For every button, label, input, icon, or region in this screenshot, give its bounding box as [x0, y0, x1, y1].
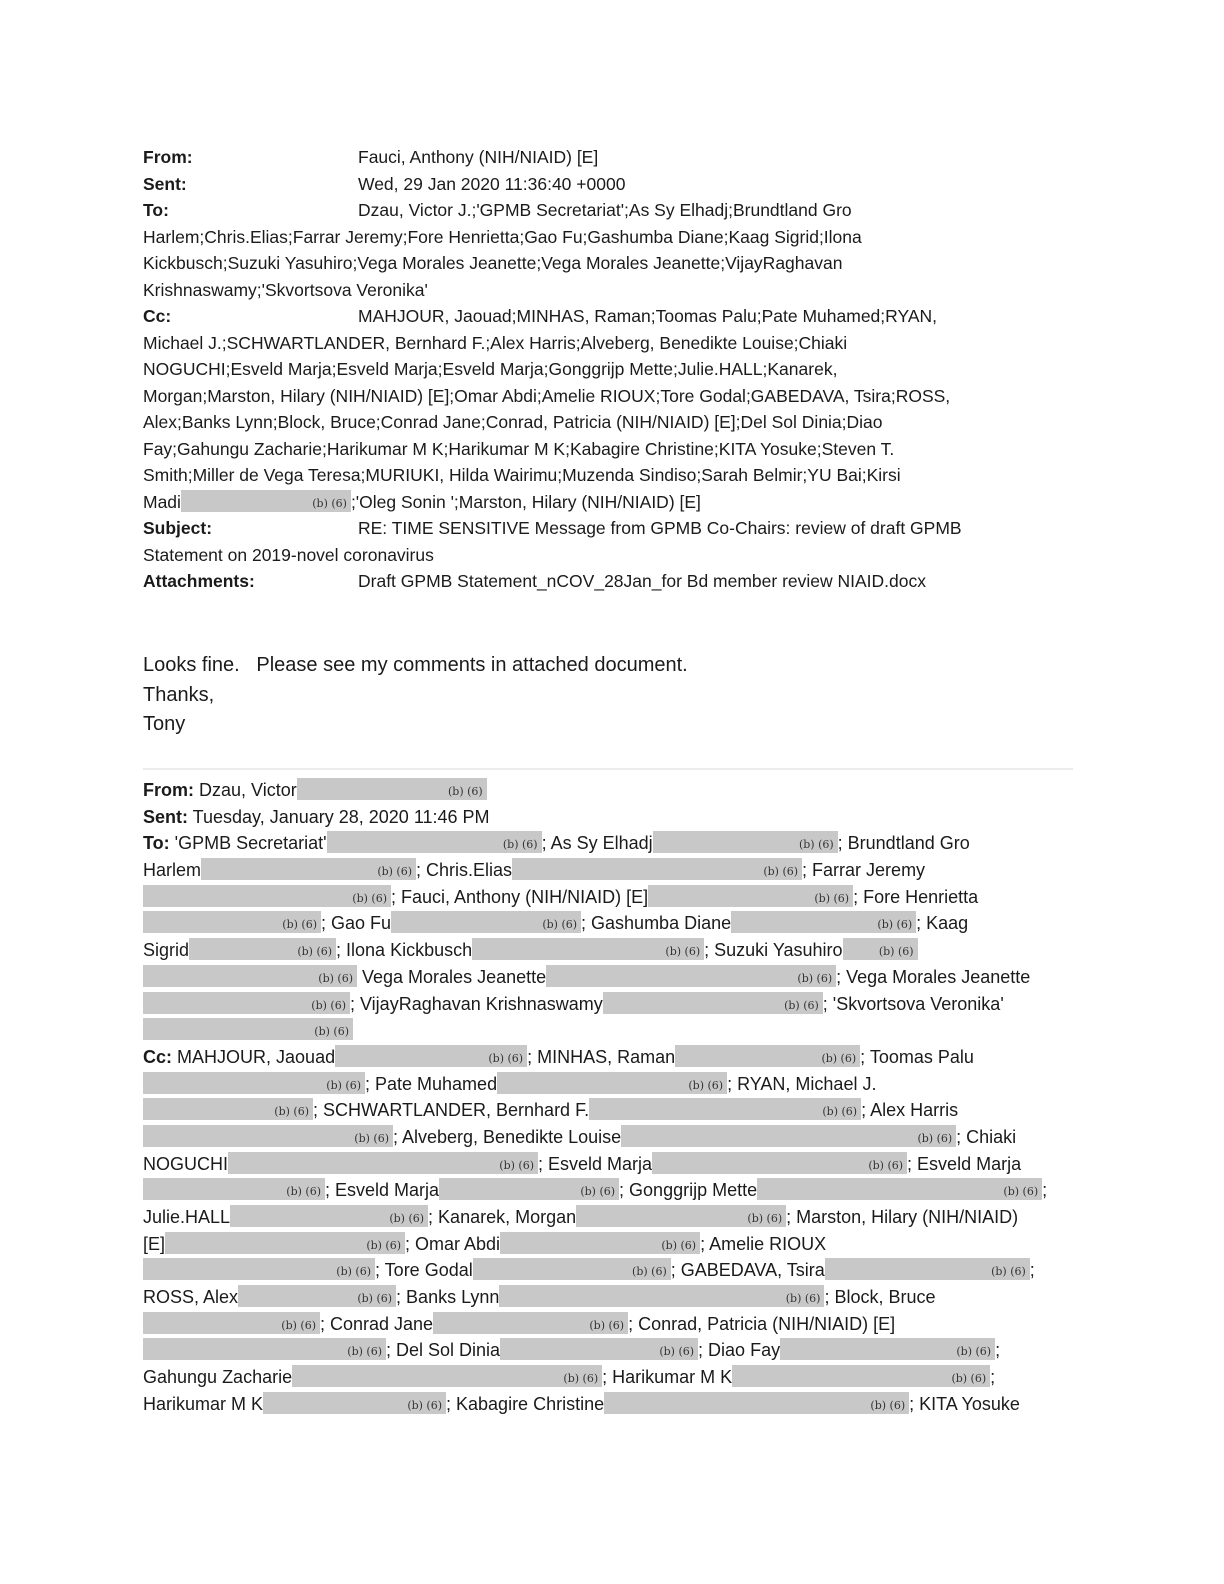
recipient-text: ; Del Sol Dinia: [386, 1340, 501, 1361]
recipient-text: ; Gonggrijp Mette: [619, 1180, 758, 1201]
recipient-text: ; Brundtland Gro: [837, 833, 970, 854]
fwd-recipient-line: [143, 1337, 1073, 1364]
redaction-tag: (b) (6): [407, 1398, 443, 1412]
recipient-text: ; Alex Harris: [861, 1100, 959, 1121]
redaction-box: [546, 965, 836, 987]
fwd-recipient-line: [143, 1284, 1073, 1311]
cc-line: Alex;Banks Lynn;Block, Bruce;Conrad Jane;Conrad, Patricia (NIH/NIAID) [E];Del Sol Dinia;Diao: [143, 412, 883, 432]
redaction-tag: (b) (6): [798, 838, 834, 852]
redaction-box: [472, 938, 704, 960]
recipient-text: [E]: [143, 1233, 166, 1254]
redaction-box: [621, 1125, 956, 1147]
redaction-tag: (b) (6): [377, 865, 413, 879]
redaction-tag: (b) (6): [956, 1345, 992, 1359]
redaction-tag: (b) (6): [659, 1345, 695, 1359]
recipient-text: ; Alveberg, Benedikte Louise: [393, 1126, 622, 1147]
redaction-box: [143, 992, 350, 1014]
redaction-tag: (b) (6): [281, 1318, 316, 1332]
redaction-box: [499, 1285, 824, 1307]
redaction-box: [297, 778, 487, 800]
recipient-text: ; Fauci, Anthony (NIH/NIAID) [E]: [391, 886, 649, 907]
redaction-box: [576, 1205, 786, 1227]
recipient-text: ; Esveld Marja: [325, 1180, 440, 1201]
redaction-tag: (b) (6): [688, 1078, 724, 1092]
redaction-box: [238, 1285, 396, 1307]
redaction-tag: (b) (6): [785, 1292, 821, 1306]
redaction-box: [780, 1338, 995, 1360]
redaction-tag: (b) (6): [763, 865, 799, 879]
fwd-recipient-line: [143, 857, 1073, 884]
redaction-tag: (b) (6): [499, 1158, 534, 1172]
header-sent-row: [143, 171, 1073, 198]
redaction-box: [500, 1338, 698, 1360]
sent-label: Sent:: [143, 173, 187, 194]
recipient-text: ; Harikumar M K: [602, 1367, 733, 1388]
to-line: Kickbusch;Suzuki Yasuhiro;Vega Morales Jeanette;Vega Morales Jeanette;VijayRaghavan: [143, 253, 843, 273]
subject-line: RE: TIME SENSITIVE Message from GPMB Co-Chairs: review of draft GPMB: [358, 518, 962, 538]
redaction-box: [143, 1072, 365, 1094]
from-value: Fauci, Anthony (NIH/NIAID) [E]: [358, 147, 599, 167]
fwd-recipient-line: [143, 1204, 1073, 1231]
fwd-recipient-line: [143, 937, 1073, 964]
redaction-box: [181, 490, 351, 512]
redaction-box: [143, 911, 321, 933]
recipient-text: ; MINHAS, Raman: [527, 1046, 676, 1067]
redaction-tag: (b) (6): [991, 1265, 1026, 1279]
fwd-to-label: To:: [143, 833, 170, 854]
recipient-text: ; Toomas Palu: [860, 1046, 974, 1067]
cc-last-suffix: ;'Oleg Sonin ';Marston, Hilary (NIH/NIAID) [E]: [350, 491, 701, 512]
recipient-text: ; As Sy Elhadj: [541, 833, 653, 854]
redaction-tag: (b) (6): [448, 785, 483, 798]
redaction-box: [143, 885, 391, 907]
redaction-tag: (b) (6): [665, 945, 701, 959]
redaction-box: [335, 1045, 527, 1067]
header-subject-row: [143, 515, 1073, 542]
recipient-text: ; RYAN, Michael J.: [727, 1073, 877, 1094]
recipient-text: Sigrid: [143, 940, 190, 961]
redaction-box: [228, 1152, 538, 1174]
redaction-tag: (b) (6): [797, 971, 833, 985]
cc-line: Fay;Gahungu Zacharie;Harikumar M K;Harikumar M K;Kabagire Christine;KITA Yosuke;Steven T.: [143, 438, 895, 459]
recipient-text: ; Chiaki: [956, 1126, 1017, 1147]
fwd-recipient-line: [143, 964, 1073, 991]
redaction-tag: (b) (6): [747, 1212, 783, 1225]
to-label: To:: [143, 200, 169, 220]
fwd-recipient-line: [143, 1097, 1073, 1124]
fwd-recipient-line: [143, 1391, 1073, 1418]
redaction-tag: (b) (6): [917, 1131, 953, 1145]
redaction-box: [757, 1178, 1042, 1200]
redaction-tag: (b) (6): [312, 496, 347, 510]
redaction-tag: (b) (6): [336, 1265, 371, 1279]
recipient-text: ; Suzuki Yasuhiro: [704, 940, 843, 961]
redaction-box: [201, 858, 416, 880]
recipient-text: ; GABEDAVA, Tsira: [670, 1260, 825, 1281]
recipient-text: ; Pate Muhamed: [365, 1073, 498, 1094]
recipient-text: ; Esveld Marja: [907, 1153, 1022, 1174]
redaction-box: [143, 1018, 353, 1040]
fwd-recipient-line: [143, 1231, 1073, 1258]
redaction-box: [143, 1258, 375, 1280]
redaction-box: [433, 1312, 628, 1334]
redaction-box: [143, 1312, 320, 1334]
fwd-from-value: Dzau, Victor: [194, 780, 297, 800]
redaction-tag: (b) (6): [563, 1372, 599, 1386]
from-label: From:: [143, 147, 193, 167]
recipient-text: ; SCHWARTLANDER, Bernhard F.: [313, 1100, 590, 1121]
redaction-tag: (b) (6): [951, 1372, 987, 1386]
recipient-text: Julie.HALL: [143, 1207, 231, 1227]
redaction-tag: (b) (6): [286, 1185, 321, 1199]
recipient-text: ; Conrad, Patricia (NIH/NIAID) [E]: [628, 1313, 896, 1334]
recipient-text: ; Farrar Jeremy: [802, 860, 926, 881]
cc-line: MAHJOUR, Jaouad;MINHAS, Raman;Toomas Palu;Pate Muhamed;RYAN,: [358, 306, 938, 326]
recipient-text: ; Kabagire Christine: [446, 1393, 605, 1414]
redaction-tag: (b) (6): [297, 945, 333, 959]
fwd-recipient-line: [143, 991, 1073, 1018]
redaction-tag: (b) (6): [877, 918, 913, 932]
redaction-box: [843, 938, 918, 960]
redaction-tag: (b) (6): [314, 1025, 349, 1039]
redaction-box: [497, 1072, 727, 1094]
fwd-recipient-line: [143, 884, 1073, 911]
redaction-box: [653, 831, 838, 853]
recipient-text: Vega Morales Jeanette: [357, 966, 547, 987]
redaction-tag: (b) (6): [542, 918, 578, 932]
redaction-box: [439, 1178, 619, 1200]
redaction-box: [327, 831, 542, 853]
redaction-box: [165, 1232, 405, 1254]
fwd-recipient-line: [143, 1177, 1073, 1204]
redaction-box: [292, 1365, 602, 1387]
cc-line: Morgan;Marston, Hilary (NIH/NIAID) [E];Omar Abdi;Amelie RIOUX;Tore Godal;GABEDAVA, Tsira;ROSS,: [143, 385, 951, 406]
redaction-box: [189, 938, 336, 960]
redaction-tag: (b) (6): [326, 1078, 361, 1092]
cc-line: NOGUCHI;Esveld Marja;Esveld Marja;Esveld Marja;Gonggrijp Mette;Julie.HALL;Kanarek,: [143, 359, 838, 379]
fwd-recipient-line: [143, 1311, 1073, 1338]
recipient-text: ;: [995, 1340, 1001, 1361]
subject-label: Subject:: [143, 518, 213, 538]
recipient-text: ; Esveld Marja: [538, 1153, 653, 1174]
redaction-tag: (b) (6): [878, 945, 914, 959]
redaction-tag: (b) (6): [784, 998, 819, 1012]
divider: [143, 768, 1073, 770]
header-attachments-row: [143, 568, 1073, 595]
fwd-recipient-line: [143, 1071, 1073, 1098]
recipient-text: ;: [1029, 1260, 1035, 1281]
recipient-text: ; Banks Lynn: [396, 1287, 500, 1308]
recipient-text: ; Chris.Elias: [416, 860, 513, 881]
email-header: [143, 144, 1073, 595]
redaction-box: [143, 1125, 393, 1147]
attachments-value: Draft GPMB Statement_nCOV_28Jan_for Bd member review NIAID.docx: [358, 571, 927, 591]
redaction-tag: (b) (6): [632, 1265, 667, 1279]
attachments-label: Attachments:: [143, 571, 255, 591]
redaction-tag: (b) (6): [870, 1398, 906, 1412]
recipient-text: ; KITA Yosuke: [909, 1393, 1020, 1414]
recipient-text: NOGUCHI: [143, 1153, 228, 1174]
fwd-sent-row: [143, 804, 1073, 831]
redaction-tag: (b) (6): [821, 1051, 857, 1065]
to-line: Krishnaswamy;'Skvortsova Veronika': [143, 279, 428, 300]
recipient-text: ; 'Skvortsova Veronika': [822, 993, 1004, 1014]
redaction-tag: (b) (6): [311, 998, 346, 1012]
forwarded-header: [143, 777, 1073, 1418]
redaction-box: [648, 885, 853, 907]
redaction-tag: (b) (6): [318, 971, 353, 985]
recipient-text: ; Marston, Hilary (NIH/NIAID): [786, 1207, 1019, 1227]
to-line: Dzau, Victor J.;'GPMB Secretariat';As Sy Elhadj;Brundtland Gro: [358, 200, 852, 220]
redaction-tag: (b) (6): [352, 891, 387, 905]
recipient-text: ; Diao Fay: [698, 1340, 781, 1361]
recipient-text: ; VijayRaghavan Krishnaswamy: [350, 993, 603, 1014]
redaction-box: [143, 1338, 386, 1360]
fwd-recipient-lines: [143, 830, 1073, 1417]
redaction-tag: (b) (6): [282, 918, 317, 932]
body-line: Tony: [143, 713, 186, 735]
email-body: [143, 651, 688, 740]
body-line: Looks fine. Please see my comments in attached document.: [143, 654, 688, 676]
redaction-tag: (b) (6): [354, 1131, 389, 1145]
redaction-box: [652, 1152, 907, 1174]
redaction-box: [732, 1365, 990, 1387]
recipient-text: ; Amelie RIOUX: [700, 1233, 827, 1254]
header-to-row: [143, 197, 1073, 224]
redaction-box: [675, 1045, 860, 1067]
redaction-box: [512, 858, 802, 880]
fwd-from-row: [143, 777, 1073, 804]
recipient-text: ; Gao Fu: [321, 913, 392, 934]
fwd-recipient-line: [143, 1044, 1073, 1071]
redaction-tag: (b) (6): [488, 1051, 524, 1065]
fwd-sent-label: Sent:: [143, 806, 188, 827]
fwd-recipient-line: [143, 1257, 1073, 1284]
cc-line-redacted: [143, 489, 1073, 516]
redaction-box: [500, 1232, 700, 1254]
redaction-tag: (b) (6): [274, 1105, 309, 1119]
redaction-tag: (b) (6): [822, 1105, 858, 1119]
fwd-from-label: From:: [143, 780, 194, 800]
subject-line: Statement on 2019-novel coronavirus: [143, 544, 434, 565]
redaction-tag: (b) (6): [357, 1292, 393, 1306]
fwd-cc-label: Cc:: [143, 1046, 173, 1067]
redaction-box: [143, 1098, 313, 1120]
recipient-text: ; Vega Morales Jeanette: [836, 966, 1031, 987]
fwd-sent-value: Tuesday, January 28, 2020 11:46 PM: [188, 806, 490, 827]
cc-line: Michael J.;SCHWARTLANDER, Bernhard F.;Alex Harris;Alveberg, Benedikte Louise;Chiaki: [143, 332, 848, 353]
cc-label: Cc:: [143, 306, 172, 326]
recipient-text: ; Gashumba Diane: [581, 913, 732, 934]
fwd-recipient-line: [143, 1124, 1073, 1151]
redaction-tag: (b) (6): [389, 1212, 425, 1225]
cc-last-prefix: Madi: [143, 491, 181, 512]
header-cc-row: [143, 303, 1073, 330]
redaction-tag: (b) (6): [347, 1345, 382, 1359]
redaction-tag: (b) (6): [814, 891, 850, 905]
recipient-text: Harlem: [143, 860, 202, 881]
redaction-box: [143, 965, 357, 987]
fwd-recipient-line: [143, 1151, 1073, 1178]
fwd-recipient-line: [143, 910, 1073, 937]
recipient-text: ; Ilona Kickbusch: [336, 940, 473, 961]
header-from-row: [143, 144, 1073, 171]
recipient-text: ; Tore Godal: [375, 1260, 473, 1281]
body-line: Thanks,: [143, 683, 215, 706]
recipient-text: ; Omar Abdi: [405, 1233, 501, 1254]
redaction-tag: (b) (6): [1003, 1185, 1039, 1199]
cc-line: Smith;Miller de Vega Teresa;MURIUKI, Hilda Wairimu;Muzenda Sindiso;Sarah Belmir;YU Bai;Kirsi: [143, 465, 901, 485]
redaction-box: [731, 911, 916, 933]
recipient-text: Gahungu Zacharie: [143, 1367, 293, 1388]
recipient-text: ; Fore Henrietta: [853, 886, 979, 907]
redaction-box: [143, 1178, 325, 1200]
recipient-text: Harikumar M K: [143, 1393, 264, 1414]
fwd-recipient-line: [143, 1017, 1073, 1044]
redaction-tag: (b) (6): [868, 1158, 904, 1172]
fwd-recipient-line: [143, 830, 1073, 857]
sent-value: Wed, 29 Jan 2020 11:36:40 +0000: [358, 173, 626, 194]
recipient-text: MAHJOUR, Jaouad: [177, 1046, 336, 1067]
redaction-tag: (b) (6): [589, 1318, 625, 1332]
recipient-text: ;: [990, 1367, 996, 1388]
redaction-box: [263, 1392, 446, 1414]
redaction-tag: (b) (6): [661, 1238, 697, 1252]
redaction-box: [391, 911, 581, 933]
recipient-text: ; Kaag: [916, 913, 969, 934]
recipient-text: ; Conrad Jane: [320, 1313, 434, 1334]
recipient-text: ;: [1042, 1180, 1048, 1201]
redaction-tag: (b) (6): [580, 1185, 616, 1199]
redaction-box: [473, 1258, 671, 1280]
recipient-text: ; Block, Bruce: [824, 1287, 936, 1308]
redaction-tag: (b) (6): [366, 1238, 402, 1252]
redaction-box: [604, 1392, 909, 1414]
recipient-text: ; Kanarek, Morgan: [428, 1207, 577, 1227]
redaction-box: [589, 1098, 861, 1120]
redaction-box: [825, 1258, 1030, 1280]
redaction-box: [230, 1205, 428, 1227]
fwd-recipient-line: [143, 1364, 1073, 1391]
redaction-tag: (b) (6): [502, 838, 538, 852]
recipient-text: ROSS, Alex: [143, 1287, 239, 1308]
recipient-text: 'GPMB Secretariat': [174, 833, 327, 854]
to-line: Harlem;Chris.Elias;Farrar Jeremy;Fore Henrietta;Gao Fu;Gashumba Diane;Kaag Sigrid;Ilona: [143, 226, 862, 247]
redaction-box: [603, 992, 823, 1014]
